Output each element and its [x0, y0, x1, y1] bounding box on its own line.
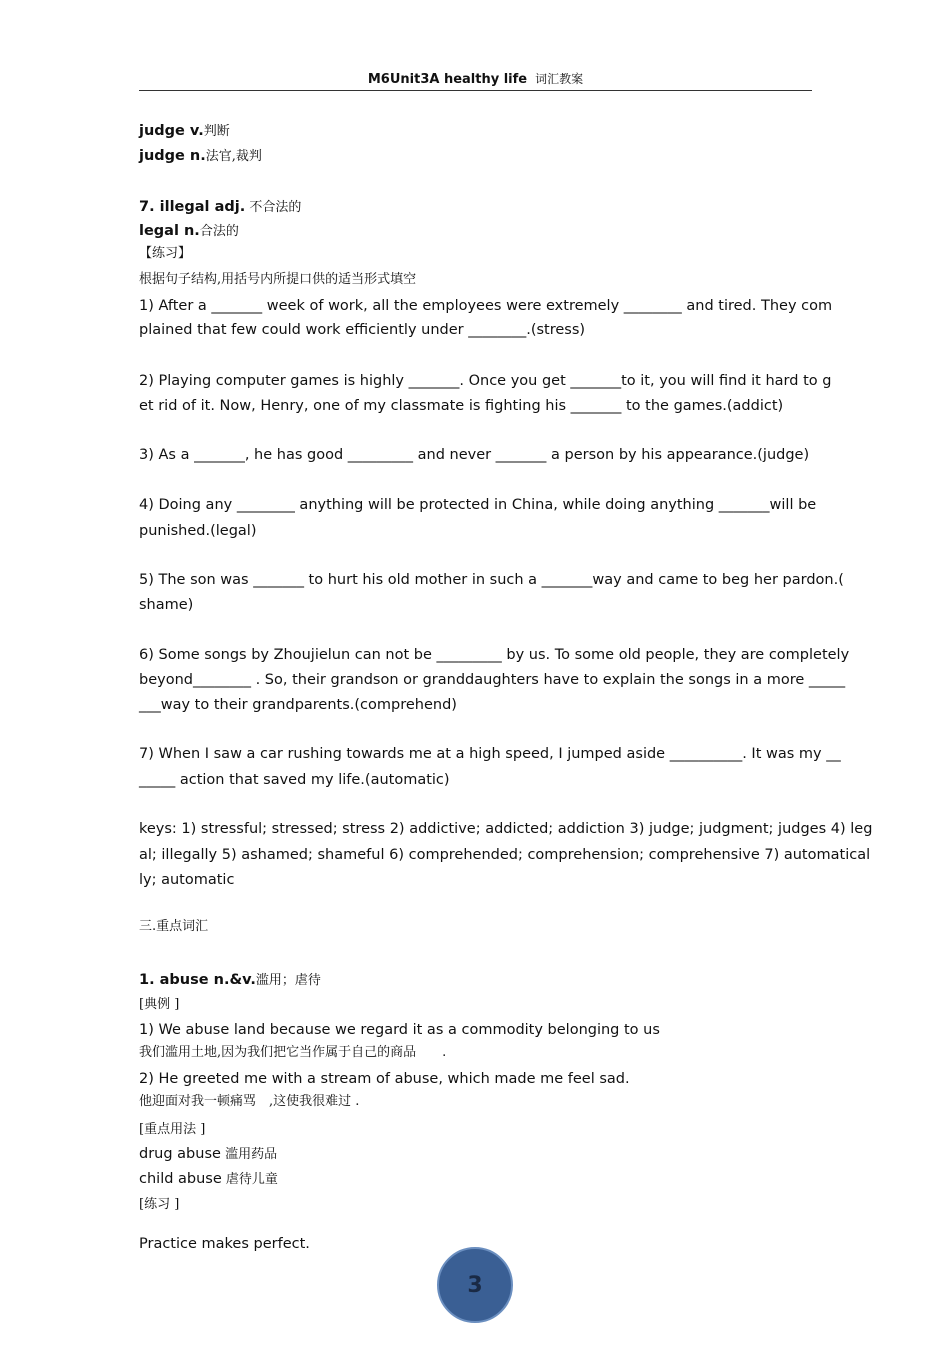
- exercise-2-line-2: et rid of it. Now, Henry, one of my classmate is fighting his _______ to the games.(addict): [139, 398, 784, 414]
- practice-label: 【练习】: [139, 246, 192, 261]
- keys-line-1: keys: 1) stressful; stressed; stress 2) addictive; addicted; addiction 3) judge; judgment; judges 4) leg: [139, 821, 873, 837]
- exercise-7-line-1: 7) When I saw a car rushing towards me at a high speed, I jumped aside __________. It was my __: [139, 746, 841, 762]
- exercise-1-line-1: 1) After a _______ week of work, all the employees were extremely ________ and tired. They com: [139, 298, 833, 314]
- instruction: 根据句子结构,用括号内所提口供的适当形式填空: [139, 272, 417, 287]
- usage-child-abuse: [139, 1170, 278, 1189]
- abuse-line: [139, 971, 321, 990]
- abuse-example-2-cn: 他迎面对我一顿痛骂 ,这使我很难过 .: [139, 1094, 360, 1109]
- usage-child-abuse-en: child abuse: [139, 1171, 222, 1187]
- judge-n-line: [139, 147, 262, 166]
- exercise-2-line-1: 2) Playing computer games is highly _______. Once you get _______to it, you will find it hard to g: [139, 373, 832, 389]
- legal-meaning: 合法的: [199, 224, 239, 239]
- abuse-example-2-en: 2) He greeted me with a stream of abuse, which made me feel sad.: [139, 1071, 630, 1087]
- abuse-word: 1. abuse n.&v.: [139, 972, 256, 988]
- usage-child-abuse-cn: 虐待儿童: [221, 1172, 278, 1187]
- example-label: [典例 ]: [139, 997, 180, 1012]
- exercise-6-line-3: ___way to their grandparents.(comprehend): [139, 697, 457, 713]
- illegal-line: [139, 198, 301, 217]
- legal-line: [139, 222, 239, 241]
- usage-drug-abuse: [139, 1145, 277, 1164]
- judge-v-line: [139, 122, 230, 141]
- abuse-example-1-en: 1) We abuse land because we regard it as a commodity belonging to us: [139, 1022, 660, 1038]
- header-title-cn: 词汇教案: [535, 72, 584, 86]
- usage-drug-abuse-cn: 滥用药品: [220, 1147, 278, 1162]
- usage-label: [重点用法 ]: [139, 1122, 206, 1137]
- page-number: 3: [467, 1272, 483, 1298]
- section-3-heading: 三.重点词汇: [139, 919, 209, 934]
- exercise-5-line-2: shame): [139, 597, 194, 613]
- exercise-7-line-2: _____ action that saved my life.(automatic): [139, 772, 450, 788]
- exercise-1-line-2: plained that few could work efficiently under ________.(stress): [139, 322, 586, 338]
- exercise-4-line-2: punished.(legal): [139, 523, 257, 539]
- exercise-6-line-2: beyond________ . So, their grandson or granddaughters have to explain the songs in a more _____: [139, 672, 846, 688]
- page-header: [139, 70, 812, 91]
- page-number-badge: [437, 1247, 513, 1323]
- exercise-6-line-1: 6) Some songs by Zhoujielun can not be _________ by us. To some old people, they are completely: [139, 647, 850, 663]
- judge-n-meaning: 法官,裁判: [205, 149, 262, 164]
- legal-word: legal n.: [139, 223, 200, 239]
- illegal-meaning: 不合法的: [245, 200, 302, 215]
- abuse-meaning: 滥用；虐待: [255, 973, 321, 988]
- keys-line-2: al; illegally 5) ashamed; shameful 6) comprehended; comprehension; comprehensive 7) automatical: [139, 847, 871, 863]
- exercise-3: 3) As a _______, he has good _________ and never _______ a person by his appearance.(judge): [139, 447, 810, 463]
- abuse-example-1-cn: 我们滥用土地,因为我们把它当作属于自己的商品 .: [139, 1045, 447, 1060]
- judge-v-meaning: 判断: [203, 124, 230, 139]
- exercise-5-line-1: 5) The son was _______ to hurt his old mother in such a _______way and came to beg her pardon.(: [139, 572, 844, 588]
- usage-drug-abuse-en: drug abuse: [139, 1146, 221, 1162]
- judge-n-word: judge n.: [139, 148, 206, 164]
- closing-line: Practice makes perfect.: [139, 1236, 310, 1252]
- abuse-practice-label: [练习 ]: [139, 1197, 180, 1212]
- header-title-en: M6Unit3A healthy life: [367, 72, 528, 87]
- illegal-word: 7. illegal adj.: [139, 199, 246, 215]
- exercise-4-line-1: 4) Doing any ________ anything will be protected in China, while doing anything _______will be: [139, 497, 817, 513]
- judge-v-word: judge v.: [139, 123, 204, 139]
- keys-line-3: ly; automatic: [139, 872, 235, 888]
